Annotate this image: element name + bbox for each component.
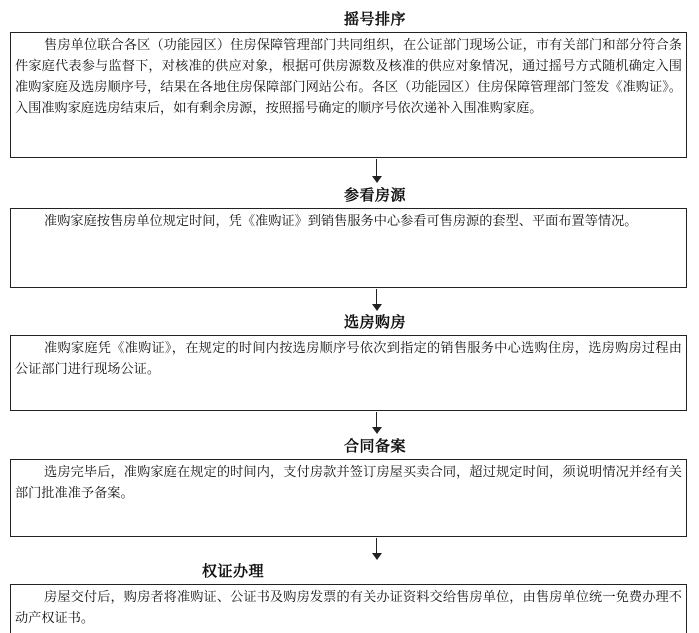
step-title-lottery: 摇号排序 — [344, 10, 407, 28]
step-box-select-purchase: 准购家庭凭《准购证》，在规定的时间内按选房顺序号依次到指定的销售服务中心选购住房，选房购房过程由公证部门进行现场公证。 — [10, 335, 687, 411]
step-box-contract-filing: 选房完毕后，准购家庭在规定的时间内，支付房款并签订房屋买卖合同，超过规定时间，须说明情况并经有关部门批准准予备案。 — [10, 459, 687, 537]
step-box-view-listings: 准购家庭按售房单位规定时间，凭《准购证》到销售服务中心参看可售房源的套型、平面布置等情况。 — [10, 208, 687, 288]
step-title-contract-filing: 合同备案 — [344, 437, 407, 455]
flow-arrow-2 — [372, 289, 382, 311]
flow-arrow-4 — [372, 538, 382, 560]
flow-arrow-1 — [372, 159, 382, 183]
flow-arrow-3 — [372, 412, 382, 434]
step-title-select-purchase: 选房购房 — [344, 313, 407, 331]
step-title-view-listings: 参看房源 — [344, 186, 407, 204]
step-box-title-certificate: 房屋交付后，购房者将准购证、公证书及购房发票的有关办证资料交给售房单位，由售房单位统一免费办理不动产权证书。 — [10, 584, 687, 633]
step-box-lottery: 售房单位联合各区（功能园区）住房保障管理部门共同组织，在公证部门现场公证，市有关部门和部分符合条件家庭代表参与监督下，对核准的供应对象，根据可供房源数及核准的供应对象情况，通过摇号方式随机确定入围准购家庭及选房顺序号，结果在各地住房保障部门网站公布。各区（功能园区）住房保障管理部门签发《准购证》。入围准购家庭选房结束后，如有剩余房源，按照摇号确定的顺序号依次递补入围准购家庭。 — [10, 32, 687, 158]
step-title-title-certificate: 权证办理 — [202, 562, 265, 580]
